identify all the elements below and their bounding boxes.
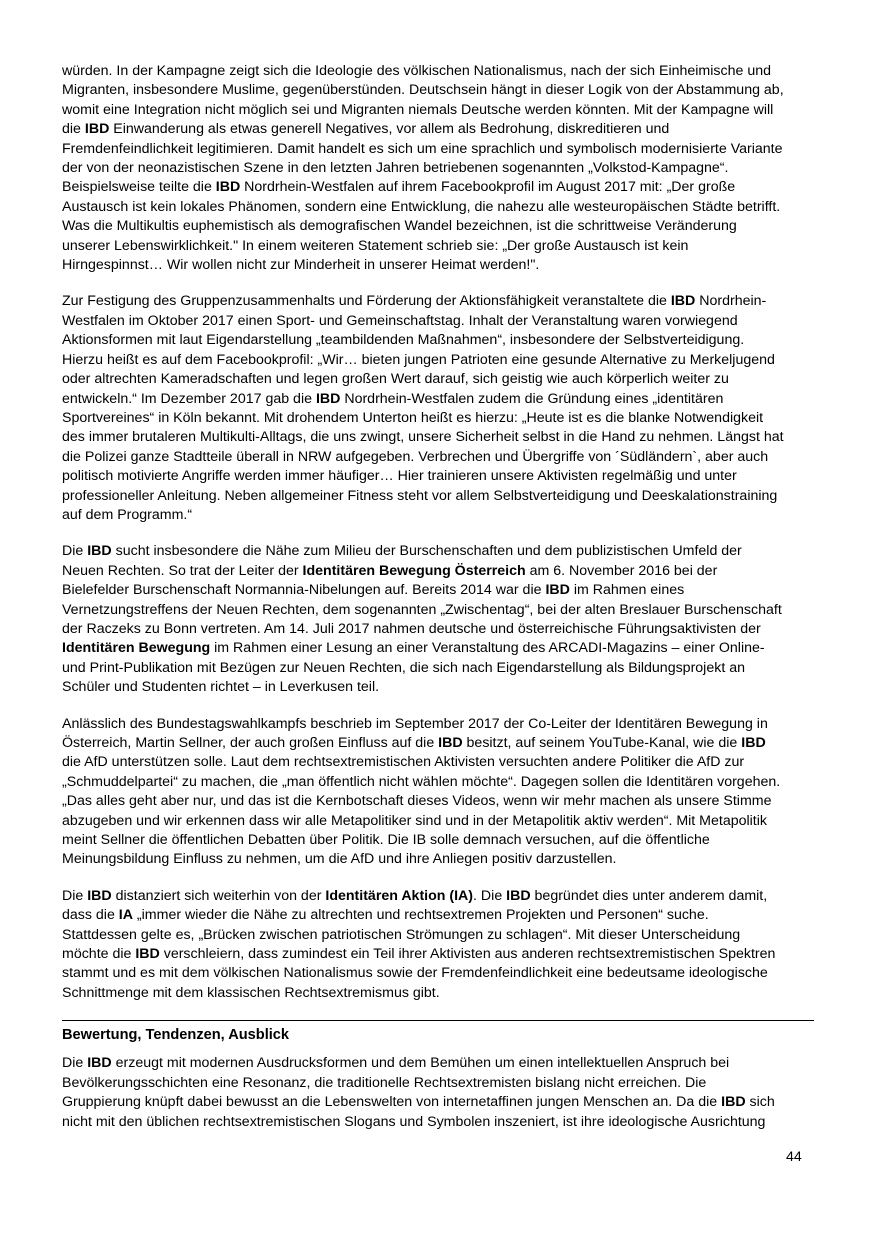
text-run: würden. In der Kampagne zeigt sich die Ideologie des völkischen Nationalismus, nach der sich Einheimische und [62, 63, 771, 79]
text-run: Die [62, 887, 88, 904]
section-divider [62, 1020, 814, 1021]
paragraph [62, 62, 814, 275]
text-line [62, 178, 814, 197]
text-line [62, 1074, 814, 1093]
text-run: distanziert sich weiterhin von der [111, 887, 326, 904]
text-line [62, 351, 814, 370]
text-line [62, 428, 814, 447]
bold-term: IBD [506, 887, 531, 904]
paragraph [62, 1054, 814, 1132]
text-line [62, 678, 814, 697]
text-line [62, 120, 814, 139]
text-run: der Raczeks zu Bonn vertreten. Am 14. Juli 2017 nahmen deutsche und österreichische Führungsaktivisten der [62, 620, 761, 637]
text-run: meint Sellner die öffentlichen Debatten über Politik. Die IB solle demnach versuchen, auf die öffentliche [62, 832, 710, 849]
text-line [62, 831, 814, 850]
text-line [62, 292, 814, 311]
text-run: begründet dies unter anderem damit, [530, 887, 768, 904]
text-run: des immer brutaleren Multikulti-Alltags, die uns zwingt, unsere Sicherheit selbst in die Hand zu nehmen. Längst hat [62, 429, 784, 446]
bold-term: IBD [87, 1055, 112, 1072]
bold-term: IA [118, 907, 133, 924]
text-run: oder altrechten Kameradschaften und legen großen Wert darauf, sich geistig wie auch körperlich weiter zu [62, 371, 729, 388]
bold-term: IBD [741, 735, 766, 751]
text-run: Schnittmenge mit dem klassischen Rechtsextremismus gibt. [62, 984, 440, 1001]
text-line [62, 926, 814, 945]
text-run: stammt und es mit dem völkischen Nationalismus sowie der Fremdenfeindlichkeit eine bedeutsame ideologische [62, 965, 768, 982]
text-line [62, 217, 814, 236]
bold-term: IBD [135, 946, 160, 963]
bold-term: IBD [721, 1094, 746, 1111]
text-line [62, 101, 814, 120]
text-line [62, 906, 814, 925]
bold-term: IBD [315, 390, 341, 407]
text-line [62, 140, 814, 159]
text-run: sich [745, 1094, 775, 1111]
text-line [62, 1093, 814, 1112]
text-run: politisch motivierte Angriffe werden immer häufiger… Hier trainieren unsere Aktivisten regelmäßig und unter [62, 468, 737, 485]
text-line [62, 370, 814, 389]
text-run: möchte die [62, 946, 136, 963]
text-run: Die [62, 543, 88, 560]
text-line [62, 620, 814, 639]
text-line [62, 984, 814, 1003]
text-run: am 6. November 2016 bei der [525, 562, 718, 579]
text-line [62, 198, 814, 217]
bold-term: IBD [84, 121, 110, 138]
text-run: Neuen Rechten. So trat der Leiter der [62, 562, 303, 579]
text-run: Vernetzungstreffens der Neuen Rechten, dem sogenannten „Zwischentag“, bei der alten Breslauer Burschenschaft [62, 601, 782, 618]
text-run: Stattdessen gelte es, „Brücken zwischen patriotischen Strömungen zu schlagen“. Mit dieser Unterscheidung [62, 926, 741, 943]
text-run: Beispielsweise teilte die [62, 179, 216, 196]
text-line [62, 734, 814, 753]
text-run: Sportvereines“ in Köln bekannt. Mit drohendem Unterton heißt es hierzu: „Heute ist es die blanke Notwendigkeit [62, 409, 764, 426]
text-line [62, 256, 814, 275]
text-run: Austausch ist kein lokales Phänomen, sondern eine Entwicklung, die nahezu alle westeuropäischen Städte betrifft. [62, 198, 781, 215]
text-run: und Print-Publikation mit Bezügen zur Neuen Rechten, die sich nach Eigendarstellung als Bildungsprojekt an [62, 659, 745, 676]
bold-term: IBD [438, 735, 463, 751]
page-number: 44 [786, 1149, 802, 1165]
bold-term: IBD [670, 293, 696, 310]
text-line [62, 792, 814, 811]
text-run: Schüler und Studenten richtet – in Leverkusen teil. [62, 679, 380, 696]
text-line [62, 639, 814, 658]
paragraph [62, 715, 814, 870]
text-run: die AfD unterstützen solle. Laut dem rechtsextremistischen Aktivisten versuchten andere Politiker die AfD zur [62, 754, 745, 771]
text-line [62, 964, 814, 983]
text-run: . Die [473, 887, 507, 904]
text-run: Bielefelder Burschenschaft Normannia-Nibelungen auf. Bereits 2014 war die [62, 582, 546, 599]
text-run: im Rahmen einer Lesung an einer Veranstaltung des ARCADI-Magazins – einer Online- [210, 640, 765, 657]
text-run: unserer Lebenswirklichkeit." In einem weiteren Statement schrieb sie: „Der große Austausch ist kein [62, 237, 689, 254]
text-run: Gruppierung knüpft dabei bewusst an die Lebenswelten von internetaffinen jungen Menschen an. Da die [62, 1094, 722, 1111]
text-run: die [62, 121, 85, 138]
text-run: „Das alles geht aber nur, und das ist die Kernbotschaft dieses Videos, wenn wir mehr machen als unsere Stimme [62, 793, 772, 810]
text-run: Nordrhein-Westfalen auf ihrem Facebookprofil im August 2017 mit: „Der große [240, 179, 736, 196]
text-line [62, 887, 814, 906]
text-line [62, 448, 814, 467]
text-line [62, 487, 814, 506]
text-run: abzugeben und wir erkennen dass wir alle Metapolitiker sind und in der Metapolitik aktiv werden“. Mit Metapolitik [62, 812, 767, 829]
text-line [62, 409, 814, 428]
paragraph [62, 292, 814, 525]
bold-term: Identitären Bewegung Österreich [302, 562, 526, 579]
bold-term: IBD [545, 582, 570, 599]
section-body-text [62, 1054, 814, 1132]
text-line [62, 562, 814, 581]
text-run: sucht insbesondere die Nähe zum Milieu der Burschenschaften und dem publizistischen Umfeld der [111, 543, 742, 560]
bold-term: IBD [87, 543, 112, 560]
paragraph [62, 542, 814, 697]
text-line [62, 1054, 814, 1073]
text-run: Nordrhein- [695, 293, 767, 310]
bold-term: IBD [215, 179, 241, 196]
text-run: die Polizei ganze Stadtteile überall in NRW aufgegeben. Verbrechen und Übergriffe von ´Südländern`, aber auch [62, 448, 769, 465]
text-line [62, 331, 814, 350]
text-run: erzeugt mit modernen Ausdrucksformen und dem Bemühen um einen intellektuellen Anspruch bei [111, 1055, 730, 1072]
text-line [62, 715, 814, 734]
text-line [62, 601, 814, 620]
text-line [62, 542, 814, 561]
text-run: besitzt, auf seinem YouTube-Kanal, wie die [462, 735, 742, 751]
document-page [62, 62, 814, 1149]
text-run: Zur Festigung des Gruppenzusammenhalts und Förderung der Aktionsfähigkeit veranstaltete die [62, 293, 671, 310]
text-run: Hirngespinnst… Wir wollen nicht zur Minderheit in unserer Heimat werden!". [62, 257, 540, 274]
text-line [62, 81, 814, 100]
text-line [62, 159, 814, 178]
text-run: Die [62, 1055, 88, 1072]
text-run: Migranten, insbesondere Muslime, gegenüberstünden. Deutschsein hängt in dieser Logik von der Abstammung ab, [62, 82, 784, 99]
text-line [62, 659, 814, 678]
text-line [62, 1113, 814, 1132]
text-run: entwickeln.“ Im Dezember 2017 gab die [62, 390, 316, 407]
text-line [62, 62, 814, 81]
text-run: auf dem Programm.“ [62, 506, 193, 523]
text-line [62, 390, 814, 409]
text-line [62, 581, 814, 600]
text-line [62, 812, 814, 831]
section-heading: Bewertung, Tendenzen, Ausblick [62, 1027, 290, 1044]
text-line [62, 467, 814, 486]
text-run: professioneller Anleitung. Neben allgemeiner Fitness steht vor allem Selbstverteidigung und Deeskalationstraining [62, 487, 778, 504]
text-run: Hierzu heißt es auf dem Facebookprofil: „Wir… bieten jungen Patrioten eine gesunde Alternative zu Merkeljugend [62, 351, 775, 368]
text-run: nicht mit den üblichen rechtsextremistischen Slogans und Symbolen inszeniert, ist ihre ideologische Ausrichtung [62, 1113, 766, 1130]
text-line [62, 773, 814, 792]
bold-term: Identitären Aktion (IA) [325, 887, 474, 904]
text-run: im Rahmen eines [569, 582, 685, 599]
bold-term: IBD [87, 887, 112, 904]
text-run: Fremdenfeindlichkeit legitimieren. Damit handelt es sich um eine sprachlich und symbolisch modernisierte Variante [62, 140, 783, 157]
text-line [62, 850, 814, 869]
text-run: Bevölkerungsschichten eine Resonanz, die traditionelle Rechtsextremisten bislang nicht erreichen. Die [62, 1074, 707, 1091]
body-text [62, 62, 814, 1003]
paragraph [62, 887, 814, 1003]
text-run: Österreich, Martin Sellner, der auch großen Einfluss auf die [62, 735, 439, 751]
text-line [62, 312, 814, 331]
text-run: dass die [62, 907, 119, 924]
text-run: verschleiern, dass zumindest ein Teil ihrer Aktivisten aus anderen rechtsextremistischen Spektren [159, 946, 776, 963]
text-run: Einwanderung als etwas generell Negatives, vor allem als Bedrohung, diskreditieren und [109, 121, 670, 138]
text-run: „Schmuddelpartei“ zu machen, die „man öffentlich nicht wählen möchte“. Dagegen sollen die Identitären vorgehen. [62, 773, 781, 790]
text-line [62, 753, 814, 772]
text-run: Nordrhein-Westfalen zudem die Gründung eines „identitären [340, 390, 724, 407]
text-run: „immer wieder die Nähe zu altrechten und rechtsextremen Projekten und Personen“ suche. [132, 907, 709, 924]
text-run: womit eine Integration nicht möglich sei und Migranten niemals Deutsche werden könnten. Mit der Kampagne will [62, 101, 774, 118]
text-run: Was die Multikultis euphemistisch als demografischen Wandel bezeichnen, ist die schrittweise Veränderung [62, 218, 737, 235]
text-run: Anlässlich des Bundestagswahlkampfs beschrieb im September 2017 der Co-Leiter der Identitären Bewegung in [62, 715, 768, 732]
text-line [62, 945, 814, 964]
text-run: Westfalen im Oktober 2017 einen Sport- und Gemeinschaftstag. Inhalt der Veranstaltung waren vorwiegend [62, 312, 738, 329]
text-run: Meinungsbildung Einfluss zu nehmen, um die AfD und ihre Anliegen positiv darzustellen. [62, 851, 617, 868]
text-run: der von der neonazistischen Szene in den letzten Jahren betriebenen sogenannten „Volkstod-Kampagne“. [62, 160, 729, 177]
text-line [62, 237, 814, 256]
text-run: Aktionsformen mit laut Eigendarstellung „teambildenden Maßnahmen“, insbesondere der Selbstverteidigung. [62, 332, 745, 349]
text-line [62, 506, 814, 525]
bold-term: Identitären Bewegung [62, 640, 211, 657]
